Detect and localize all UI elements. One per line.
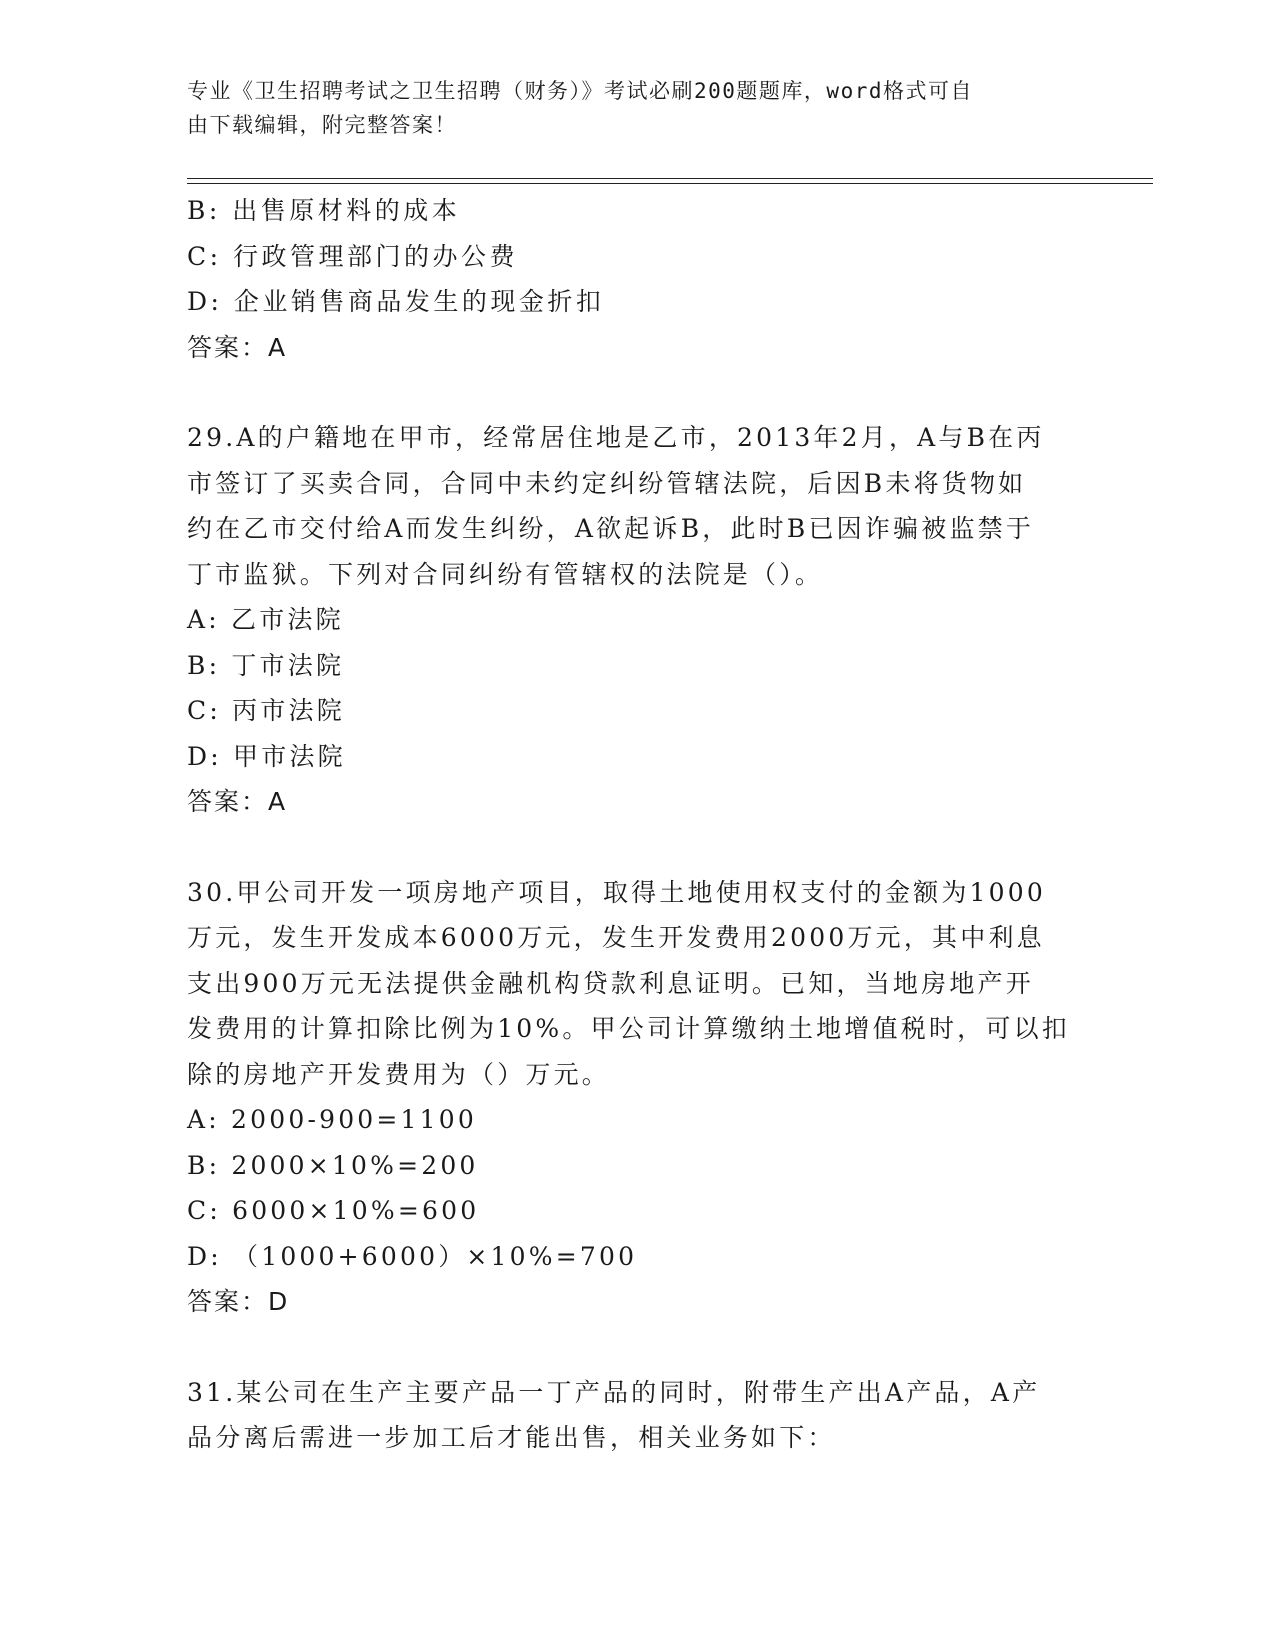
header-line: 专业《卫生招聘考试之卫生招聘（财务）》考试必刷200题题库，word格式可自 [187, 79, 973, 103]
question-text-line: 发费用的计算扣除比例为10%。甲公司计算缴纳土地增值税时，可以扣 [187, 1014, 1070, 1043]
answer-line: 答案：A [187, 787, 288, 816]
option-c: C: 行政管理部门的办公费 [187, 241, 518, 271]
header-divider [187, 178, 1153, 184]
question-text-line: 丁市监狱。下列对合同纠纷有管辖权的法院是（）。 [187, 559, 824, 589]
question-text-line: 31.某公司在生产主要产品一丁产品的同时，附带生产出A产品，A产 [187, 1377, 1041, 1407]
question-text-line: 万元，发生开发成本6000万元，发生开发费用2000万元，其中利息 [187, 923, 1045, 952]
answer-line: 答案：D [187, 1287, 290, 1316]
question-text-line: 除的房地产开发费用为（）万元。 [187, 1059, 611, 1089]
option-d: D: 甲市法院 [187, 741, 346, 771]
option-b: B: 出售原材料的成本 [187, 196, 461, 225]
option-d: D: （1000+6000）×10%=700 [187, 1241, 638, 1271]
option-a: A: 乙市法院 [187, 605, 344, 634]
question-text-line: 约在乙市交付给A而发生纠纷，A欲起诉B，此时B已因诈骗被监禁于 [187, 514, 1035, 543]
question-block [187, 870, 1087, 1325]
question-block [187, 188, 1087, 370]
option-c: C: 丙市法院 [187, 696, 345, 725]
option-b: B: 丁市法院 [187, 650, 345, 680]
question-text-line: 30.甲公司开发一项房地产项目，取得土地使用权支付的金额为1000 [187, 877, 1046, 907]
document-header [187, 74, 1067, 142]
question-block [187, 1370, 1087, 1461]
option-c: C: 6000×10%=600 [187, 1196, 480, 1225]
option-d: D: 企业销售商品发生的现金折扣 [187, 287, 605, 316]
option-b: B: 2000×10%=200 [187, 1150, 479, 1180]
answer-line: 答案：A [187, 332, 288, 362]
question-text-line: 支出900万元无法提供金融机构贷款利息证明。已知，当地房地产开 [187, 968, 1034, 998]
question-text-line: 29.A的户籍地在甲市，经常居住地是乙市，2013年2月，A与B在丙 [187, 423, 1045, 452]
header-line: 由下载编辑，附完整答案！ [187, 113, 457, 137]
option-a: A: 2000-900=1100 [187, 1105, 477, 1134]
question-text-line: 市签订了买卖合同，合同中未约定纠纷管辖法院，后因B未将货物如 [187, 468, 1027, 498]
document-body [187, 188, 1087, 1461]
question-text-line: 品分离后需进一步加工后才能出售，相关业务如下： [187, 1423, 836, 1452]
question-block [187, 415, 1087, 825]
